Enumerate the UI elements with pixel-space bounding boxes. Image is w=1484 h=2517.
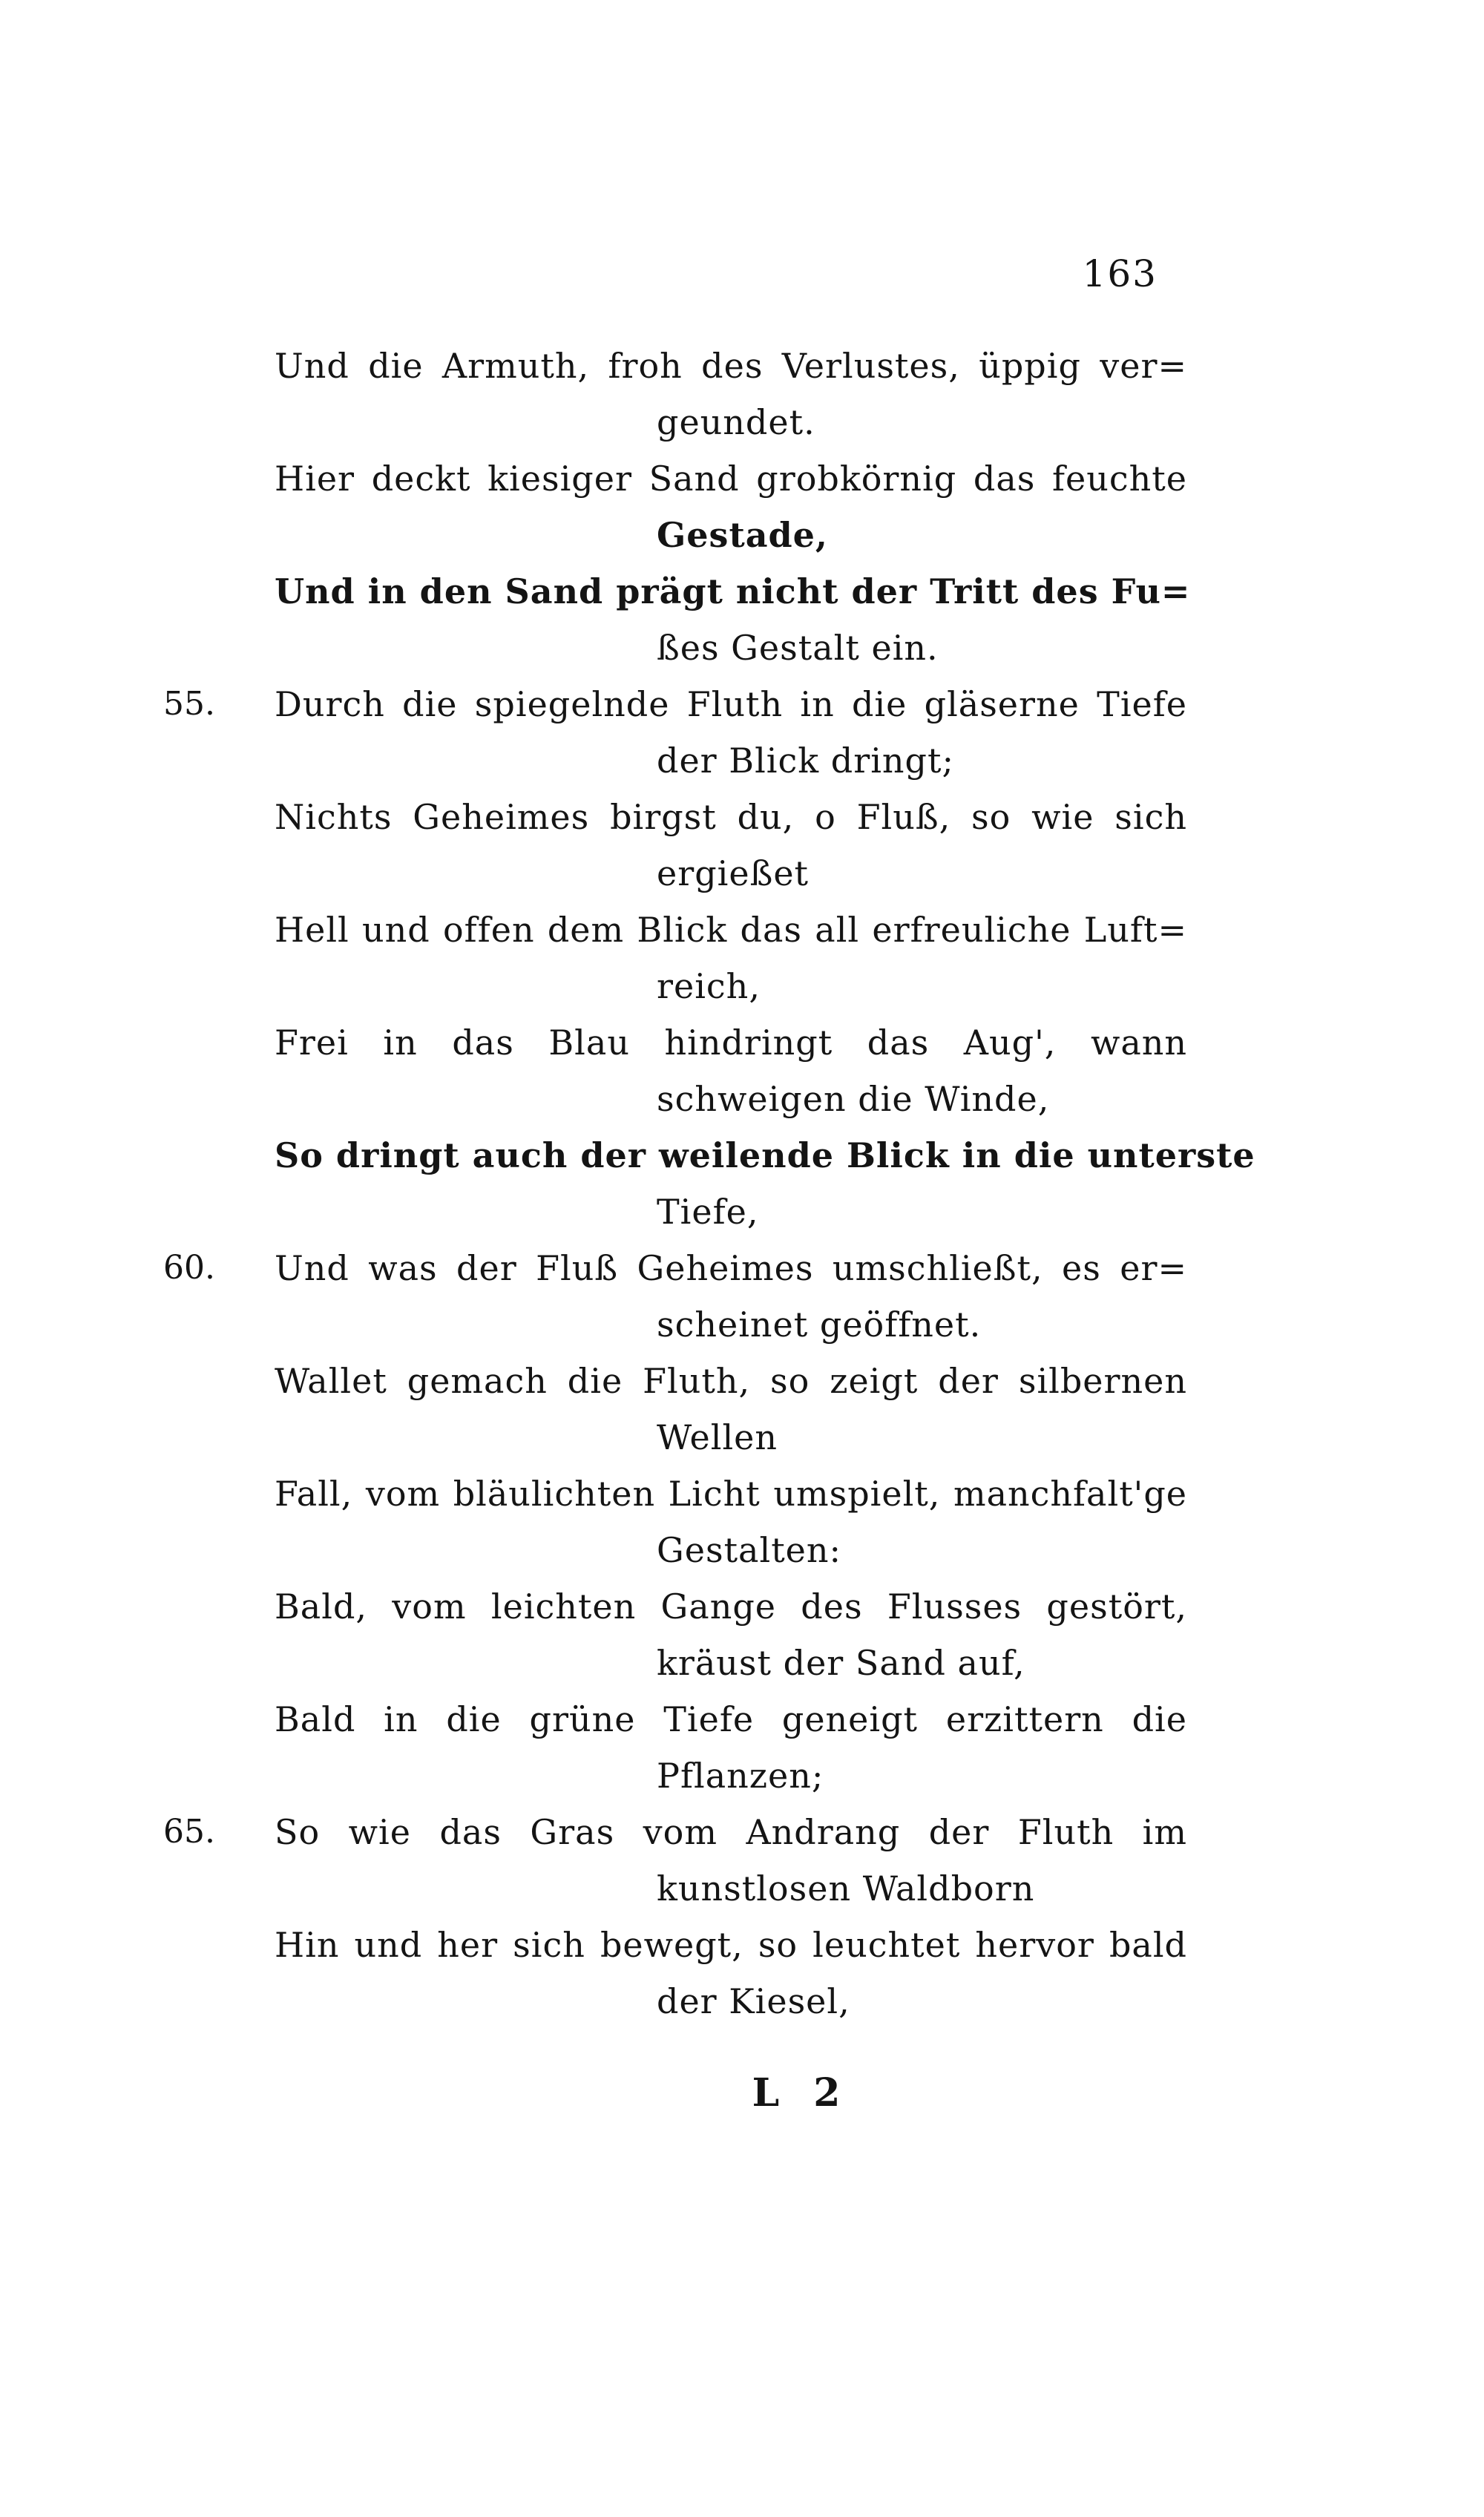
verse-text: Gestade,	[657, 515, 828, 555]
verse-text: kräust der Sand auf,	[657, 1643, 1025, 1683]
line-number: 60.	[163, 1249, 215, 1287]
verse-line-continuation	[163, 507, 1187, 563]
verse-text: Fall, vom bläulichten Licht umspielt, manchfalt'ge	[275, 1474, 1187, 1514]
verse-text: Pflanzen;	[657, 1756, 824, 1796]
line-number: 65.	[163, 1813, 215, 1851]
verse-line-continuation	[163, 1748, 1187, 1804]
verse-text: geundet.	[657, 402, 815, 442]
verse-text: Durch die spiegelnde Fluth in die gläserne Tiefe	[275, 684, 1187, 724]
verse-text: Und in den Sand prägt nicht der Tritt des Fu=	[275, 571, 1191, 611]
verse-line	[163, 902, 1187, 958]
verse-text: Hier deckt kiesiger Sand grobkörnig das feuchte	[275, 459, 1187, 499]
verse-line-continuation	[163, 1184, 1187, 1240]
verse-line-continuation	[163, 958, 1187, 1014]
verse-line-continuation	[163, 845, 1187, 902]
verse-text: der Blick dringt;	[657, 741, 954, 781]
verse-line	[163, 1466, 1187, 1522]
verse-text: ergießet	[657, 853, 810, 893]
verse-line-continuation	[163, 1522, 1187, 1578]
verse-line-continuation	[163, 1635, 1187, 1691]
verse-text: Nichts Geheimes birgst du, o Fluß, so wie sich	[275, 797, 1187, 837]
verse-line	[163, 789, 1187, 845]
verse-text: Wallet gemach die Fluth, so zeigt der silbernen	[275, 1361, 1187, 1401]
verse-line	[163, 1691, 1187, 1748]
verse-text: Und die Armuth, froh des Verlustes, üppig ver=	[275, 346, 1187, 386]
verse-text: Hin und her sich bewegt, so leuchtet hervor bald	[275, 1925, 1187, 1965]
verse-line-continuation	[163, 394, 1187, 450]
verse-line	[163, 1240, 1187, 1296]
verse-text: der Kiesel,	[657, 1981, 850, 2021]
printer-signature: L 2	[752, 2070, 851, 2116]
verse-text: kunstlosen Waldborn	[657, 1868, 1035, 1909]
verse-line	[163, 1014, 1187, 1071]
verse-text: Und was der Fluß Geheimes umschließt, es er=	[275, 1248, 1187, 1288]
verse-text: Wellen	[657, 1417, 778, 1457]
verse-text: Tiefe,	[657, 1192, 759, 1232]
verse-text: Hell und offen dem Blick das all erfreuliche Luft=	[275, 910, 1187, 950]
verse-line-continuation	[163, 732, 1187, 789]
verse-line	[163, 1353, 1187, 1409]
verse-text: So dringt auch der weilende Blick in die unterste	[275, 1135, 1255, 1175]
verse-text: Bald in die grüne Tiefe geneigt erzittern die	[275, 1699, 1187, 1739]
verse-line-continuation	[163, 1860, 1187, 1917]
poem-text	[163, 338, 1255, 2029]
verse-line-continuation	[163, 1973, 1187, 2029]
verse-line-continuation	[163, 1409, 1187, 1466]
verse-line	[163, 1578, 1187, 1635]
verse-text: ßes Gestalt ein.	[657, 628, 939, 668]
verse-line	[163, 676, 1187, 732]
verse-line-continuation	[163, 620, 1187, 676]
verse-text: Gestalten:	[657, 1530, 842, 1570]
verse-text: reich,	[657, 966, 761, 1006]
verse-line	[163, 450, 1187, 507]
verse-text: So wie das Gras vom Andrang der Fluth im	[275, 1812, 1187, 1852]
verse-line	[163, 1127, 1255, 1184]
verse-text: scheinet geöffnet.	[657, 1305, 982, 1345]
verse-line	[163, 338, 1187, 394]
verse-text: Frei in das Blau hindringt das Aug', wann	[275, 1023, 1187, 1063]
line-number: 55.	[163, 685, 215, 723]
page-number: 163	[1082, 252, 1158, 295]
verse-line	[163, 1804, 1187, 1860]
verse-text: Bald, vom leichten Gange des Flusses gestört,	[275, 1586, 1187, 1627]
verse-line	[163, 1917, 1187, 1973]
verse-text: schweigen die Winde,	[657, 1079, 1050, 1119]
verse-line-continuation	[163, 1296, 1187, 1353]
verse-line-continuation	[163, 1071, 1187, 1127]
verse-line	[163, 563, 1191, 620]
